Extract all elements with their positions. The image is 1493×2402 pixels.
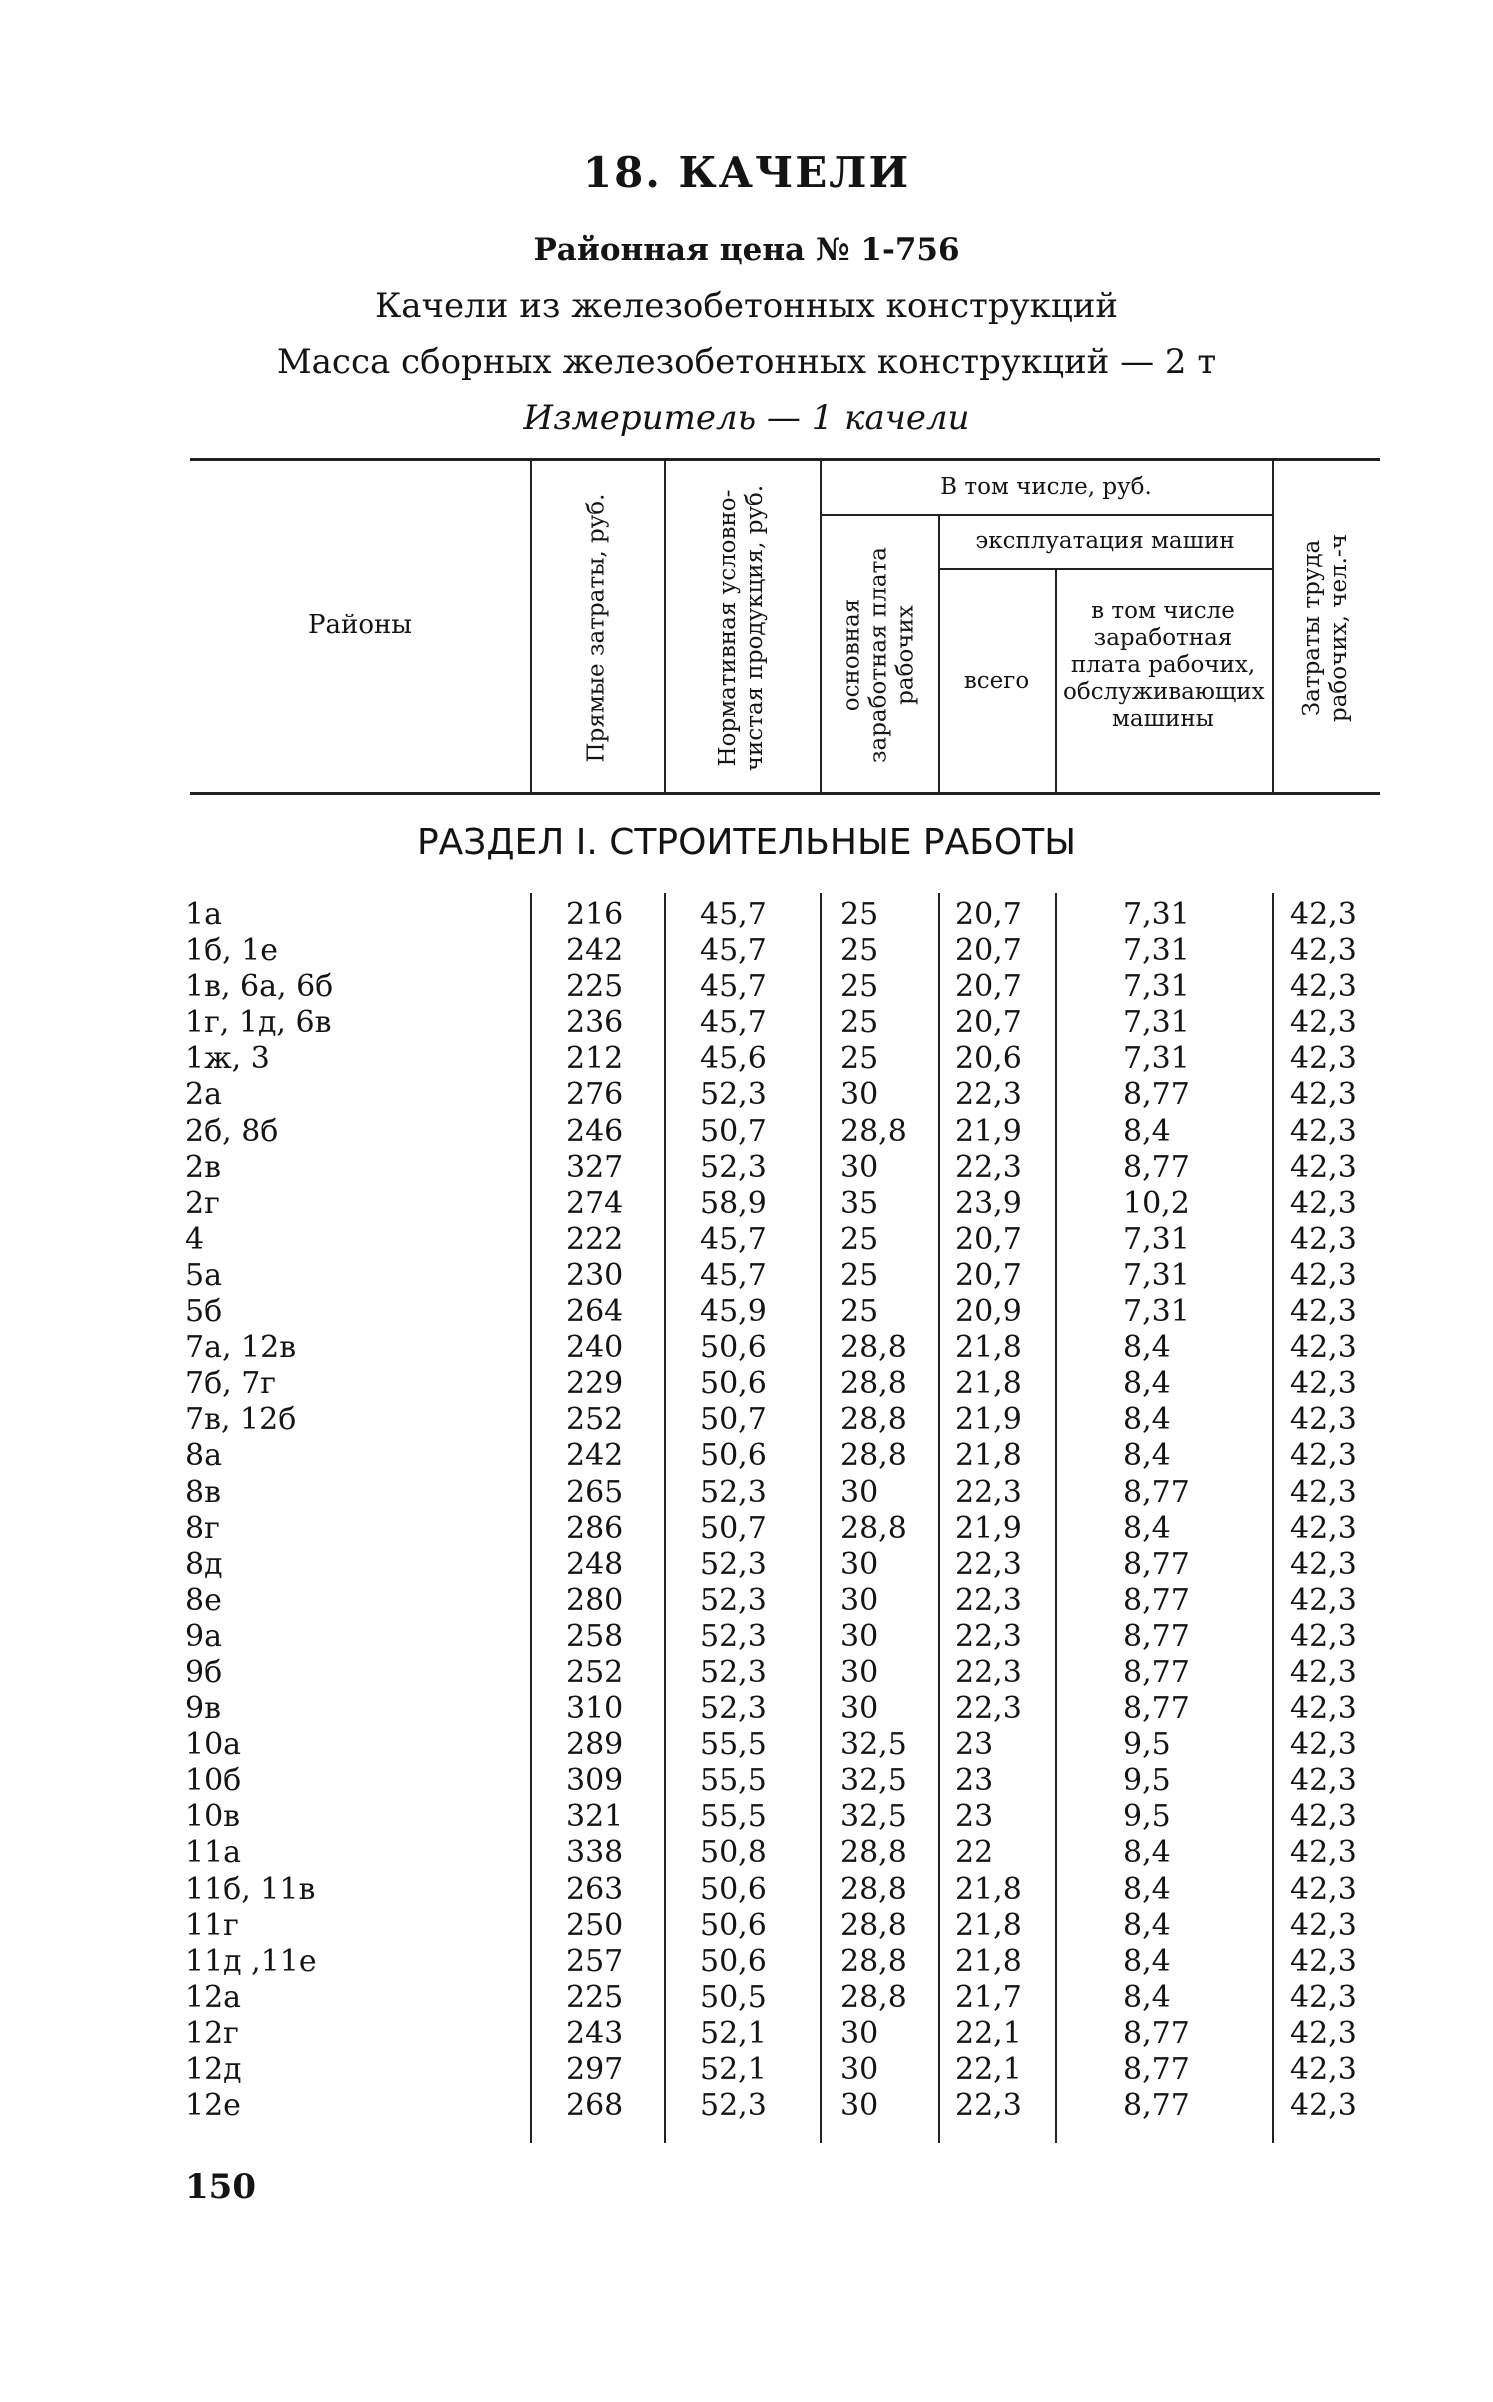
region-cell: 2г <box>185 1185 220 1221</box>
direct-costs-cell: 338 <box>566 1835 624 1871</box>
machine-wages-cell: 7,31 <box>1123 1294 1190 1330</box>
table-row <box>0 1150 1493 1186</box>
machines-total-cell: 23,9 <box>955 1185 1022 1221</box>
direct-costs-cell: 268 <box>566 2088 624 2124</box>
region-cell: 1б, 1е <box>185 933 279 969</box>
table-row <box>0 1835 1493 1871</box>
wages-cell: 28,8 <box>840 1113 907 1149</box>
wages-cell: 30 <box>840 1582 879 1618</box>
direct-costs-cell: 216 <box>566 897 624 932</box>
machines-total-cell: 21,8 <box>955 1330 1022 1366</box>
region-cell: 11а <box>185 1835 242 1871</box>
wages-cell: 25 <box>840 933 879 969</box>
region-cell: 8г <box>185 1510 220 1546</box>
region-cell: 2в <box>185 1149 221 1185</box>
table-row <box>0 1727 1493 1763</box>
col-regions-header: Районы <box>308 610 412 640</box>
header-divider <box>1272 460 1274 793</box>
direct-costs-cell: 242 <box>566 933 624 969</box>
machines-total-cell: 22 <box>955 1835 994 1871</box>
normative-cell: 45,7 <box>700 969 767 1005</box>
wages-cell: 30 <box>840 1149 879 1185</box>
wages-cell: 28,8 <box>840 1979 907 2015</box>
labor-cell: 42,3 <box>1290 1727 1357 1763</box>
machines-total-cell: 21,9 <box>955 1402 1022 1438</box>
region-cell: 7а, 12в <box>185 1330 297 1366</box>
wages-cell: 30 <box>840 2015 879 2051</box>
wages-cell: 28,8 <box>840 1438 907 1474</box>
machine-wages-cell: 8,77 <box>1123 1546 1190 1582</box>
region-cell: 10б <box>185 1763 242 1799</box>
normative-cell: 52,3 <box>700 2088 767 2124</box>
machine-wages-cell: 8,77 <box>1123 1149 1190 1185</box>
wages-cell: 32,5 <box>840 1799 907 1835</box>
wages-cell: 28,8 <box>840 1943 907 1979</box>
mass-line: Масса сборных железобетонных конструкций — 2 т <box>276 342 1217 382</box>
normative-cell: 45,7 <box>700 1257 767 1293</box>
normative-cell: 52,3 <box>700 1149 767 1185</box>
direct-costs-cell: 236 <box>566 1005 624 1041</box>
machines-total-cell: 22,3 <box>955 1691 1022 1727</box>
machine-wages-cell: 8,77 <box>1123 1654 1190 1690</box>
wages-cell: 25 <box>840 1294 879 1330</box>
normative-cell: 45,9 <box>700 1294 767 1330</box>
table-row <box>0 1872 1493 1908</box>
wages-cell: 30 <box>840 2052 879 2087</box>
region-cell: 12д <box>185 2052 242 2087</box>
table-row <box>0 1402 1493 1438</box>
machine-wages-cell: 8,77 <box>1123 2015 1190 2051</box>
labor-cell: 42,3 <box>1290 1979 1357 2015</box>
table-row <box>0 933 1493 969</box>
header-divider <box>664 460 666 793</box>
description-line: Качели из железобетонных конструкций <box>374 286 1119 326</box>
price-number: Районная цена № 1-756 <box>533 232 960 268</box>
wages-cell: 32,5 <box>840 1727 907 1763</box>
table-row <box>0 969 1493 1005</box>
normative-cell: 50,6 <box>700 1438 767 1474</box>
direct-costs-cell: 264 <box>566 1294 624 1330</box>
labor-cell: 42,3 <box>1290 1474 1357 1510</box>
table-row <box>0 1944 1493 1980</box>
normative-cell: 50,6 <box>700 1366 767 1402</box>
table-row <box>0 1114 1493 1150</box>
normative-cell: 50,7 <box>700 1113 767 1149</box>
wages-cell: 30 <box>840 2088 879 2124</box>
machine-wages-cell: 7,31 <box>1123 933 1190 969</box>
direct-costs-cell: 321 <box>566 1799 624 1835</box>
wages-cell: 30 <box>840 1618 879 1654</box>
normative-cell: 50,8 <box>700 1835 767 1871</box>
normative-cell: 50,6 <box>700 1907 767 1943</box>
labor-cell: 42,3 <box>1290 1185 1357 1221</box>
col-normative-label: Нормативная условно-чистая продукция, руб. <box>715 484 768 772</box>
table-row <box>0 1258 1493 1294</box>
normative-cell: 50,7 <box>700 1402 767 1438</box>
normative-cell: 55,5 <box>700 1763 767 1799</box>
table-row <box>0 1980 1493 2016</box>
machines-total-cell: 23 <box>955 1727 994 1763</box>
labor-cell: 42,3 <box>1290 1691 1357 1727</box>
direct-costs-cell: 276 <box>566 1077 624 1113</box>
machine-wages-cell: 8,4 <box>1123 1438 1171 1474</box>
machine-wages-cell: 8,4 <box>1123 1871 1171 1907</box>
region-cell: 8а <box>185 1438 222 1474</box>
col-wages-label: основная заработная плата рабочих <box>838 546 919 764</box>
machines-total-cell: 21,8 <box>955 1907 1022 1943</box>
normative-cell: 52,1 <box>700 2052 767 2087</box>
table-row <box>0 1691 1493 1727</box>
machines-total-cell: 20,7 <box>955 1221 1022 1257</box>
machine-wages-cell: 8,4 <box>1123 1113 1171 1149</box>
table-row <box>0 1186 1493 1222</box>
machines-total-cell: 20,7 <box>955 897 1022 932</box>
machine-wages-cell: 8,4 <box>1123 1402 1171 1438</box>
direct-costs-cell: 212 <box>566 1041 624 1077</box>
section-title: РАЗДЕЛ I. СТРОИТЕЛЬНЫЕ РАБОТЫ <box>416 822 1077 863</box>
machine-wages-cell: 8,77 <box>1123 1691 1190 1727</box>
machines-total-cell: 23 <box>955 1763 994 1799</box>
machines-total-cell: 22,3 <box>955 1077 1022 1113</box>
wages-cell: 35 <box>840 1185 879 1221</box>
region-cell: 5а <box>185 1257 222 1293</box>
machine-wages-cell: 8,77 <box>1123 1077 1190 1113</box>
machines-total-cell: 20,7 <box>955 933 1022 969</box>
region-cell: 1ж, 3 <box>185 1041 270 1077</box>
machines-total-cell: 21,7 <box>955 1979 1022 2015</box>
labor-cell: 42,3 <box>1290 1221 1357 1257</box>
labor-cell: 42,3 <box>1290 2052 1357 2087</box>
machine-wages-cell: 9,5 <box>1123 1727 1171 1763</box>
direct-costs-cell: 229 <box>566 1366 624 1402</box>
region-cell: 8в <box>185 1474 221 1510</box>
region-cell: 7б, 7г <box>185 1366 277 1402</box>
normative-cell: 52,3 <box>700 1618 767 1654</box>
machines-total-cell: 22,3 <box>955 1546 1022 1582</box>
labor-cell: 42,3 <box>1290 1438 1357 1474</box>
direct-costs-cell: 274 <box>566 1185 624 1221</box>
table-row <box>0 1294 1493 1330</box>
labor-cell: 42,3 <box>1290 1546 1357 1582</box>
machines-total-cell: 20,6 <box>955 1041 1022 1077</box>
table-row <box>0 1222 1493 1258</box>
region-cell: 8е <box>185 1582 222 1618</box>
normative-cell: 52,3 <box>700 1691 767 1727</box>
region-cell: 1г, 1д, 6в <box>185 1005 332 1041</box>
machines-rule <box>938 568 1272 570</box>
wages-cell: 25 <box>840 1041 879 1077</box>
labor-cell: 42,3 <box>1290 1402 1357 1438</box>
machine-wages-cell: 8,77 <box>1123 1582 1190 1618</box>
table-row <box>0 1583 1493 1619</box>
group-including-header: В том числе, руб. <box>940 474 1152 500</box>
normative-cell: 50,6 <box>700 1943 767 1979</box>
col-labor-label: Затраты труда рабочих, чел.-ч <box>1299 534 1352 722</box>
machines-total-cell: 20,7 <box>955 1257 1022 1293</box>
direct-costs-cell: 246 <box>566 1113 624 1149</box>
normative-cell: 45,7 <box>700 897 767 932</box>
header-divider <box>938 516 940 793</box>
table-row <box>0 1763 1493 1799</box>
table-row <box>0 2088 1493 2124</box>
wages-cell: 28,8 <box>840 1402 907 1438</box>
normative-cell: 52,3 <box>700 1582 767 1618</box>
labor-cell: 42,3 <box>1290 1113 1357 1149</box>
wages-cell: 25 <box>840 1257 879 1293</box>
normative-cell: 50,6 <box>700 1871 767 1907</box>
machines-total-cell: 22,3 <box>955 1654 1022 1690</box>
wages-cell: 28,8 <box>840 1330 907 1366</box>
labor-cell: 42,3 <box>1290 1618 1357 1654</box>
machines-total-cell: 22,3 <box>955 1474 1022 1510</box>
labor-cell: 42,3 <box>1290 969 1357 1005</box>
labor-cell: 42,3 <box>1290 1582 1357 1618</box>
machines-total-cell: 21,8 <box>955 1438 1022 1474</box>
region-cell: 11д ,11е <box>185 1943 317 1979</box>
machine-wages-cell: 8,4 <box>1123 1943 1171 1979</box>
labor-cell: 42,3 <box>1290 1943 1357 1979</box>
labor-cell: 42,3 <box>1290 1871 1357 1907</box>
direct-costs-cell: 310 <box>566 1691 624 1727</box>
wages-cell: 30 <box>840 1546 879 1582</box>
wages-cell: 25 <box>840 969 879 1005</box>
header-divider <box>530 460 532 793</box>
direct-costs-cell: 263 <box>566 1871 624 1907</box>
direct-costs-cell: 252 <box>566 1402 624 1438</box>
table-row <box>0 897 1493 933</box>
normative-cell: 52,3 <box>700 1077 767 1113</box>
normative-cell: 55,5 <box>700 1799 767 1835</box>
machine-wages-cell: 8,77 <box>1123 1474 1190 1510</box>
direct-costs-cell: 225 <box>566 1979 624 2015</box>
header-divider <box>1055 570 1057 793</box>
table-row <box>0 1041 1493 1077</box>
machine-wages-cell: 8,77 <box>1123 2088 1190 2124</box>
direct-costs-cell: 280 <box>566 1582 624 1618</box>
region-cell: 7в, 12б <box>185 1402 297 1438</box>
machine-wages-cell: 7,31 <box>1123 1005 1190 1041</box>
labor-cell: 42,3 <box>1290 1510 1357 1546</box>
direct-costs-cell: 257 <box>566 1943 624 1979</box>
machines-total-cell: 21,9 <box>955 1113 1022 1149</box>
table-row <box>0 1077 1493 1113</box>
normative-cell: 50,5 <box>700 1979 767 2015</box>
machine-wages-cell: 8,4 <box>1123 1907 1171 1943</box>
machines-total-cell: 22,3 <box>955 2088 1022 2124</box>
wages-cell: 30 <box>840 1077 879 1113</box>
col-direct-costs-label: Прямые затраты, руб. <box>583 493 610 763</box>
wages-cell: 28,8 <box>840 1835 907 1871</box>
normative-cell: 52,3 <box>700 1474 767 1510</box>
labor-cell: 42,3 <box>1290 1763 1357 1799</box>
direct-costs-cell: 222 <box>566 1221 624 1257</box>
wages-cell: 32,5 <box>840 1763 907 1799</box>
region-cell: 8д <box>185 1546 223 1582</box>
machine-wages-cell: 7,31 <box>1123 969 1190 1005</box>
machines-total-cell: 21,8 <box>955 1871 1022 1907</box>
labor-cell: 42,3 <box>1290 1366 1357 1402</box>
normative-cell: 45,7 <box>700 1221 767 1257</box>
table-row <box>0 1655 1493 1691</box>
header-divider <box>820 460 822 793</box>
direct-costs-cell: 225 <box>566 969 624 1005</box>
machine-wages-cell: 8,4 <box>1123 1366 1171 1402</box>
region-cell: 10в <box>185 1799 241 1835</box>
table-row <box>0 1511 1493 1547</box>
table-row <box>0 1330 1493 1366</box>
normative-cell: 50,6 <box>700 1330 767 1366</box>
machine-wages-cell: 7,31 <box>1123 897 1190 932</box>
region-cell: 9б <box>185 1654 223 1690</box>
machine-wages-cell: 10,2 <box>1123 1185 1190 1221</box>
machines-total-cell: 21,8 <box>955 1366 1022 1402</box>
normative-cell: 45,7 <box>700 933 767 969</box>
normative-cell: 45,6 <box>700 1041 767 1077</box>
top-rule <box>190 458 1380 461</box>
table-row <box>0 1619 1493 1655</box>
wages-cell: 28,8 <box>840 1510 907 1546</box>
region-cell: 10а <box>185 1727 242 1763</box>
machines-total-cell: 20,7 <box>955 969 1022 1005</box>
direct-costs-cell: 289 <box>566 1727 624 1763</box>
machine-wages-cell: 8,77 <box>1123 2052 1190 2087</box>
machine-wages-cell: 8,4 <box>1123 1510 1171 1546</box>
machine-wages-cell: 7,31 <box>1123 1221 1190 1257</box>
direct-costs-cell: 248 <box>566 1546 624 1582</box>
labor-cell: 42,3 <box>1290 1799 1357 1835</box>
region-cell: 12а <box>185 1979 242 2015</box>
machine-wages-cell: 7,31 <box>1123 1257 1190 1293</box>
wages-cell: 30 <box>840 1474 879 1510</box>
wages-cell: 30 <box>840 1654 879 1690</box>
machine-wages-cell: 8,77 <box>1123 1618 1190 1654</box>
wages-cell: 25 <box>840 897 879 932</box>
direct-costs-cell: 240 <box>566 1330 624 1366</box>
normative-cell: 52,3 <box>700 1546 767 1582</box>
labor-cell: 42,3 <box>1290 1835 1357 1871</box>
unit-line: Измеритель — 1 качели <box>523 398 970 438</box>
labor-cell: 42,3 <box>1290 1330 1357 1366</box>
normative-cell: 52,3 <box>700 1654 767 1690</box>
normative-cell: 45,7 <box>700 1005 767 1041</box>
table-row <box>0 1547 1493 1583</box>
wages-cell: 28,8 <box>840 1871 907 1907</box>
wages-cell: 25 <box>840 1005 879 1041</box>
region-cell: 2а <box>185 1077 222 1113</box>
table-row <box>0 1475 1493 1511</box>
machine-wages-cell: 8,4 <box>1123 1330 1171 1366</box>
col-total-header: всего <box>963 668 1030 694</box>
table-row <box>0 1366 1493 1402</box>
labor-cell: 42,3 <box>1290 1907 1357 1943</box>
labor-cell: 42,3 <box>1290 933 1357 969</box>
table-row <box>0 1005 1493 1041</box>
group-rule <box>820 514 1272 516</box>
machines-total-cell: 23 <box>955 1799 994 1835</box>
region-cell: 2б, 8б <box>185 1113 279 1149</box>
direct-costs-cell: 309 <box>566 1763 624 1799</box>
region-cell: 11г <box>185 1907 239 1943</box>
region-cell: 12г <box>185 2015 239 2051</box>
region-cell: 11б, 11в <box>185 1871 316 1907</box>
machines-total-cell: 22,3 <box>955 1149 1022 1185</box>
labor-cell: 42,3 <box>1290 1149 1357 1185</box>
machines-total-cell: 22,1 <box>955 2015 1022 2051</box>
labor-cell: 42,3 <box>1290 2088 1357 2124</box>
machine-wages-cell: 7,31 <box>1123 1041 1190 1077</box>
machines-total-cell: 22,1 <box>955 2052 1022 2087</box>
direct-costs-cell: 327 <box>566 1149 624 1185</box>
normative-cell: 52,1 <box>700 2015 767 2051</box>
machine-wages-cell: 8,4 <box>1123 1979 1171 2015</box>
wages-cell: 30 <box>840 1691 879 1727</box>
labor-cell: 42,3 <box>1290 1041 1357 1077</box>
machine-wages-cell: 9,5 <box>1123 1799 1171 1835</box>
region-cell: 4 <box>185 1221 205 1257</box>
machine-wages-cell: 8,4 <box>1123 1835 1171 1871</box>
region-cell: 9в <box>185 1691 221 1727</box>
direct-costs-cell: 242 <box>566 1438 624 1474</box>
group-machines-header: эксплуатация машин <box>975 528 1235 554</box>
labor-cell: 42,3 <box>1290 1077 1357 1113</box>
page-title: 18. КАЧЕЛИ <box>582 148 911 197</box>
wages-cell: 28,8 <box>840 1907 907 1943</box>
labor-cell: 42,3 <box>1290 897 1357 932</box>
machines-total-cell: 20,7 <box>955 1005 1022 1041</box>
wages-cell: 25 <box>840 1221 879 1257</box>
header-bottom-rule <box>190 792 1380 795</box>
labor-cell: 42,3 <box>1290 2015 1357 2051</box>
table-row <box>0 1908 1493 1944</box>
direct-costs-cell: 286 <box>566 1510 624 1546</box>
table-row <box>0 1799 1493 1835</box>
direct-costs-cell: 297 <box>566 2052 624 2087</box>
table-body <box>0 897 1493 2124</box>
direct-costs-cell: 243 <box>566 2015 624 2051</box>
page-number: 150 <box>185 2167 256 2207</box>
machines-total-cell: 20,9 <box>955 1294 1022 1330</box>
normative-cell: 58,9 <box>700 1185 767 1221</box>
table-row <box>0 2052 1493 2088</box>
col-machine-wages-header: в том числе заработная плата рабочих, обслуживающих машины <box>1063 598 1265 732</box>
wages-cell: 28,8 <box>840 1366 907 1402</box>
table-row <box>0 2016 1493 2052</box>
machine-wages-cell: 9,5 <box>1123 1763 1171 1799</box>
labor-cell: 42,3 <box>1290 1654 1357 1690</box>
region-cell: 1в, 6а, 6б <box>185 969 334 1005</box>
machines-total-cell: 21,9 <box>955 1510 1022 1546</box>
region-cell: 1а <box>185 897 222 932</box>
direct-costs-cell: 230 <box>566 1257 624 1293</box>
region-cell: 12е <box>185 2088 241 2124</box>
machines-total-cell: 22,3 <box>955 1582 1022 1618</box>
labor-cell: 42,3 <box>1290 1294 1357 1330</box>
machines-total-cell: 21,8 <box>955 1943 1022 1979</box>
direct-costs-cell: 250 <box>566 1907 624 1943</box>
direct-costs-cell: 258 <box>566 1618 624 1654</box>
labor-cell: 42,3 <box>1290 1257 1357 1293</box>
machines-total-cell: 22,3 <box>955 1618 1022 1654</box>
normative-cell: 55,5 <box>700 1727 767 1763</box>
region-cell: 5б <box>185 1294 223 1330</box>
direct-costs-cell: 265 <box>566 1474 624 1510</box>
normative-cell: 50,7 <box>700 1510 767 1546</box>
table-row <box>0 1438 1493 1474</box>
labor-cell: 42,3 <box>1290 1005 1357 1041</box>
region-cell: 9а <box>185 1618 222 1654</box>
direct-costs-cell: 252 <box>566 1654 624 1690</box>
